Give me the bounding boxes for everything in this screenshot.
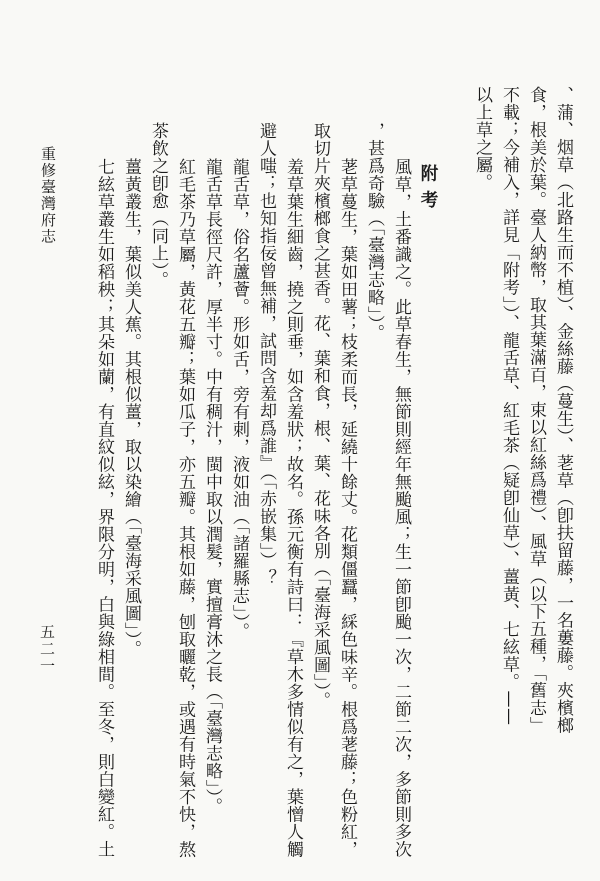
appendix-column: 薑黃叢生，葉似美人蕉。其根似薑，取以染繪（「臺海采風圖」）。 bbox=[121, 158, 141, 658]
appendix-column: 七絃草叢生如稻秧；其朵如蘭，有直紋似絃，界限分明，白與綠相間。至冬，則白變紅。土 bbox=[94, 158, 114, 858]
appendix-column: 羞草葉生細齒，撓之則垂，如含羞狀；故名。孫元衡有詩曰：『草木多情似有之，葉憎人觸 bbox=[283, 158, 303, 858]
appendix-column: 紅毛茶乃草屬，黃花五瓣；葉如瓜子，亦五瓣。其根如藤，刨取曬乾，或遇有時氣不快，熬 bbox=[175, 158, 195, 858]
entry-column: 食，根美於葉。臺人納幣，取其葉滿百，束以紅絲爲禮）、風草（以下五種，「舊志」 bbox=[526, 86, 546, 734]
appendix-section-header: 附考 bbox=[418, 164, 438, 217]
appendix-column: 取切片夾檳榔食之甚香。花、葉和食，根、葉、花味各別（「臺海采風圖」）。 bbox=[310, 122, 330, 709]
appendix-column: 避人嗤；也知指佞曾無補，試問含羞却爲誰』（「赤嵌集」）？ bbox=[256, 122, 276, 587]
appendix-column: 茶飲之卽愈（同上）。 bbox=[148, 122, 168, 289]
column-gap bbox=[441, 86, 468, 96]
entry-column: 、蒲、烟草（北路生而不植）、金絲藤（蔓生）、荖草（卽扶留藤，一名蔞藤。夾檳榔 bbox=[553, 86, 573, 734]
appendix-column: 龍舌草，俗名蘆薈。形如舌，旁有刺，液如油（「諸羅縣志」）。 bbox=[229, 158, 249, 640]
appendix-column: 龍舌草長徑尺許，厚半寸。中有稠汁，閩中取以潤髮，實擅膏沐之長（「臺灣志略」）。 bbox=[202, 158, 222, 815]
appendix-column: 風草，土番識之。此草春生，無節則經年無颱風；生一節卽颱一次，二節二次，多節則多次 bbox=[391, 158, 411, 858]
appendix-column: ，甚爲奇驗（「臺灣志略」）。 bbox=[364, 122, 384, 342]
entry-column: 以上草之屬。 bbox=[472, 86, 492, 191]
appendix-column: 荖草蔓生，葉如田薯；枝柔而長，延繞十餘丈。花類僵蠶，綵色味辛。根爲荖藤；色粉紅， bbox=[337, 158, 357, 858]
text-block bbox=[90, 86, 576, 866]
entry-column: 不載；今補入，詳見「附考」）、龍舌草、紅毛茶（疑卽仙草）、薑黃、七絃草。—— bbox=[499, 86, 519, 726]
page-number: 五二一 bbox=[38, 624, 56, 675]
book-margin-title: 重修臺灣府志 bbox=[39, 146, 57, 245]
